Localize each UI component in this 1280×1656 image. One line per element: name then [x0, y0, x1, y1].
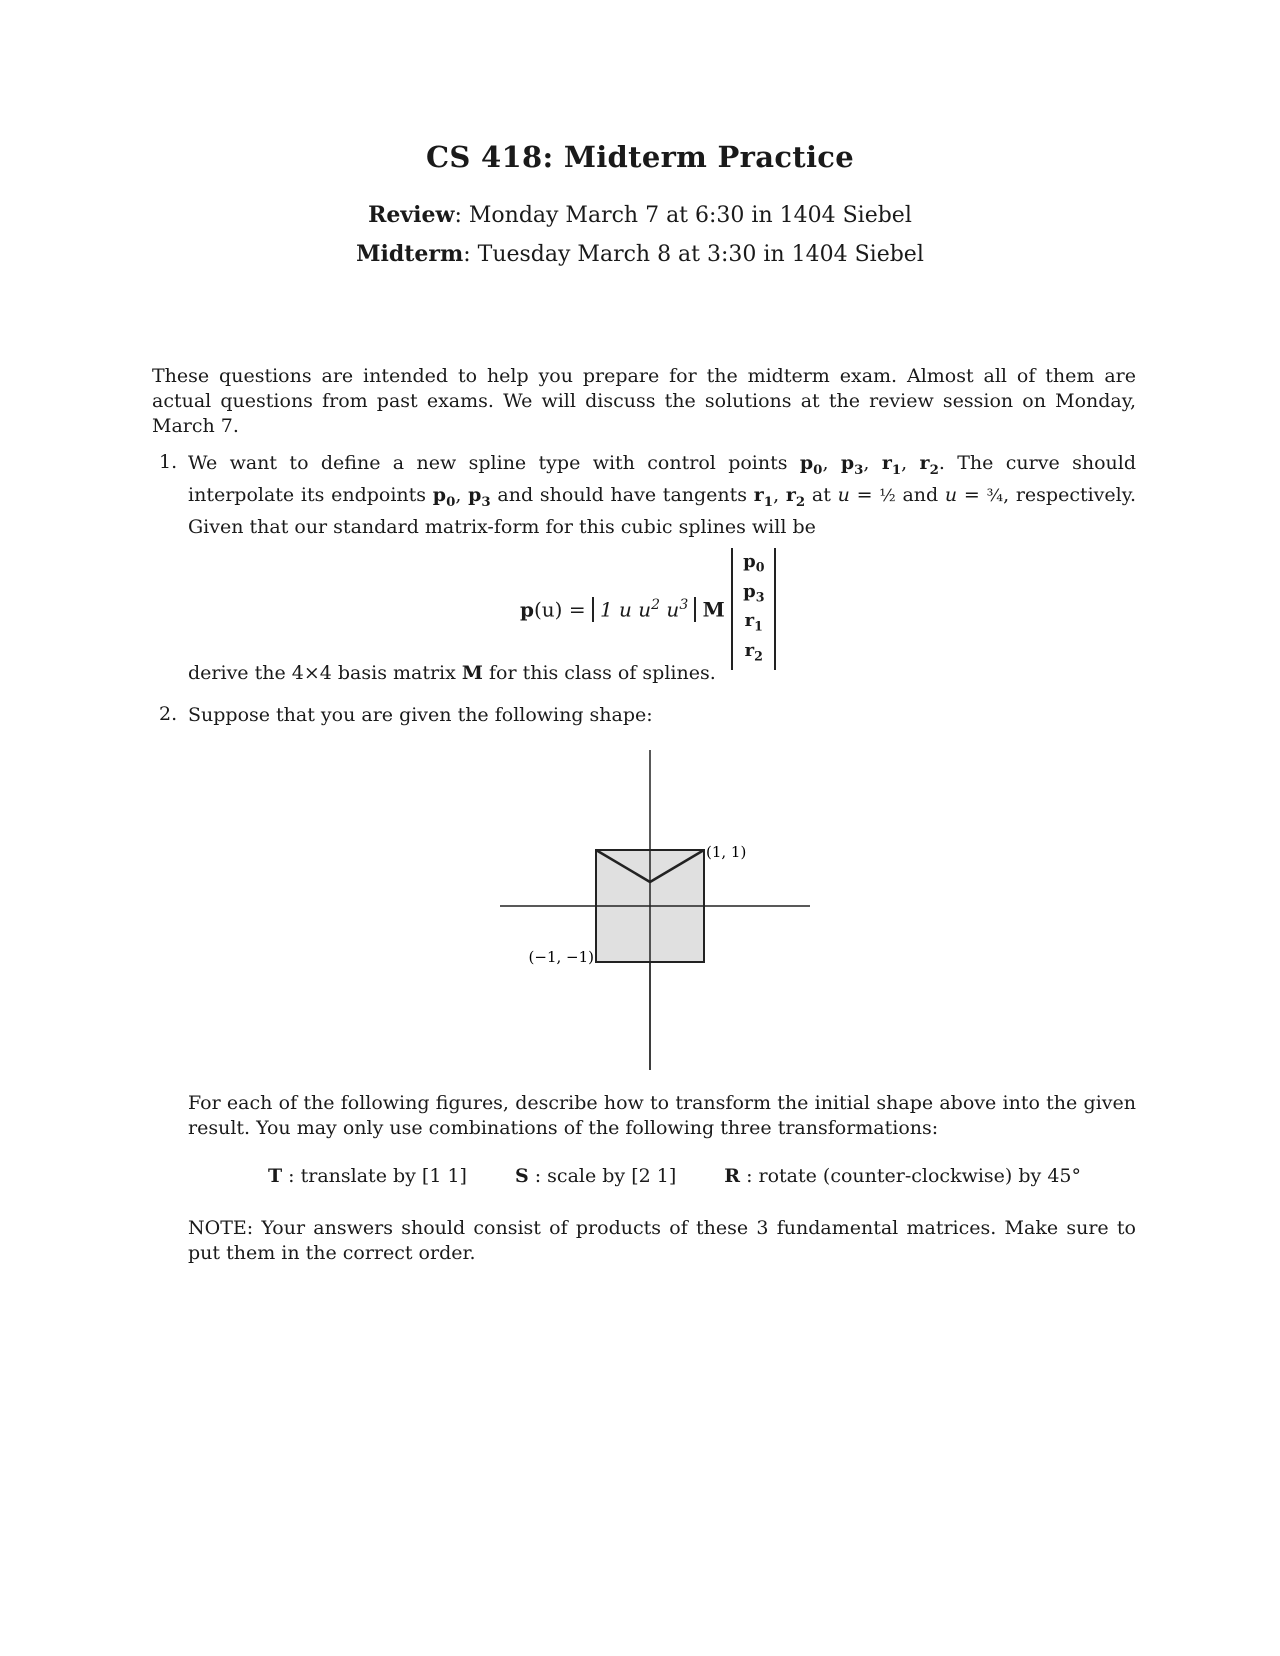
midterm-schedule	[0, 241, 1280, 267]
cp-p0: $p_0$	[799, 452, 823, 478]
midterm-label: Midterm	[356, 241, 464, 267]
q1-and: and	[895, 483, 945, 506]
midterm-text: : Tuesday March 8 at 3:30 in 1404 Siebel	[463, 242, 924, 267]
cp-r2: $r_2$	[919, 452, 939, 478]
formula-lhs: p(u) = 1 u $u^2$ $u^3$ M	[520, 596, 725, 622]
transform-t-symbol: T	[268, 1165, 283, 1187]
frac-half: ½	[879, 485, 896, 506]
question-1-text: We want to define a new spline type with control points $p_0$, $p_3$, $r_1$, $r_2$. The curve should interpolate its endpoints $p_0$, $p_3$ and should have tangents $r_1$, $r_2$ at u = ½ and u = ¾, respectively. Given that our standard matrix-form for this cubic splines will be	[188, 452, 1136, 538]
transformations-list	[268, 1165, 1081, 1187]
note-text: NOTE: Your answers should consist of products of these 3 fundamental matrices. Make sure to put them in the correct order.	[188, 1217, 1136, 1264]
review-text: : Monday March 7 at 6:30 in 1404 Siebel	[454, 203, 912, 228]
var-u: u	[837, 483, 850, 506]
vec-p0: $p_0$	[743, 551, 765, 575]
label-bottom-left: (−1, −1)	[528, 948, 594, 966]
page-title: CS 418: Midterm Practice	[425, 140, 854, 174]
transform-t-text: : translate by [1 1]	[282, 1165, 467, 1187]
transform-s-text: : scale by [2 1]	[528, 1165, 677, 1187]
q1-eq-2: =	[957, 483, 987, 506]
control-point-vector	[731, 548, 776, 670]
review-label: Review	[368, 202, 455, 228]
q1-text-1: We want to define a new spline type with control points	[188, 452, 800, 474]
q1-text-5: , respectively. Given that our standard matrix-form for this cubic splines will be	[188, 483, 1136, 538]
transform-r-symbol: R	[724, 1165, 741, 1187]
cp-r1: $r_1$	[881, 452, 902, 478]
shape-figure	[500, 750, 830, 1070]
transform-r-text: : rotate (counter-clockwise) by 45°	[740, 1165, 1081, 1187]
derive-text: derive the 4×4 basis matrix M for this class of splines.	[188, 662, 716, 684]
question-2-number: 2.	[159, 703, 178, 725]
frac-three-quarters: ¾	[986, 485, 1004, 506]
question-2-description: For each of the following figures, describe how to transform the initial shape above into the given result. You may only use combinations of the following three transformations:	[188, 1092, 1136, 1139]
vec-p3: $p_3$	[743, 580, 765, 605]
question-1-number: 1.	[159, 451, 178, 473]
vec-r1: $r_1$	[744, 610, 763, 634]
q1-eq: =	[849, 483, 880, 506]
transform-s-symbol: S	[514, 1165, 529, 1187]
question-2-intro: Suppose that you are given the following shape:	[188, 704, 653, 726]
tan-r2: $r_2$	[785, 483, 806, 510]
q1-text-4: at	[805, 483, 838, 506]
var-u-2: u	[944, 483, 958, 506]
ep-p3: $p_3$	[468, 483, 491, 510]
q1-text-2: . The curve should interpolate its endpoints	[188, 452, 1136, 506]
ep-p0: $p_0$	[432, 483, 456, 510]
spline-formula	[520, 548, 776, 664]
cp-p3: $p_3$	[840, 452, 864, 478]
q1-text-3: and should have tangents	[490, 483, 754, 506]
vec-r2: $r_2$	[744, 639, 763, 664]
review-schedule	[0, 202, 1280, 228]
intro-paragraph: These questions are intended to help you prepare for the midterm exam. Almost all of them are actual questions from past exams. We will discuss the solutions at the review session on Monday, March 7.	[152, 365, 1136, 437]
label-top-right: (1, 1)	[706, 843, 747, 861]
matrix-m: M	[702, 597, 725, 622]
tan-r1: $r_1$	[753, 483, 774, 510]
row-vector: 1 u $u^2$ $u^3$	[592, 597, 696, 622]
